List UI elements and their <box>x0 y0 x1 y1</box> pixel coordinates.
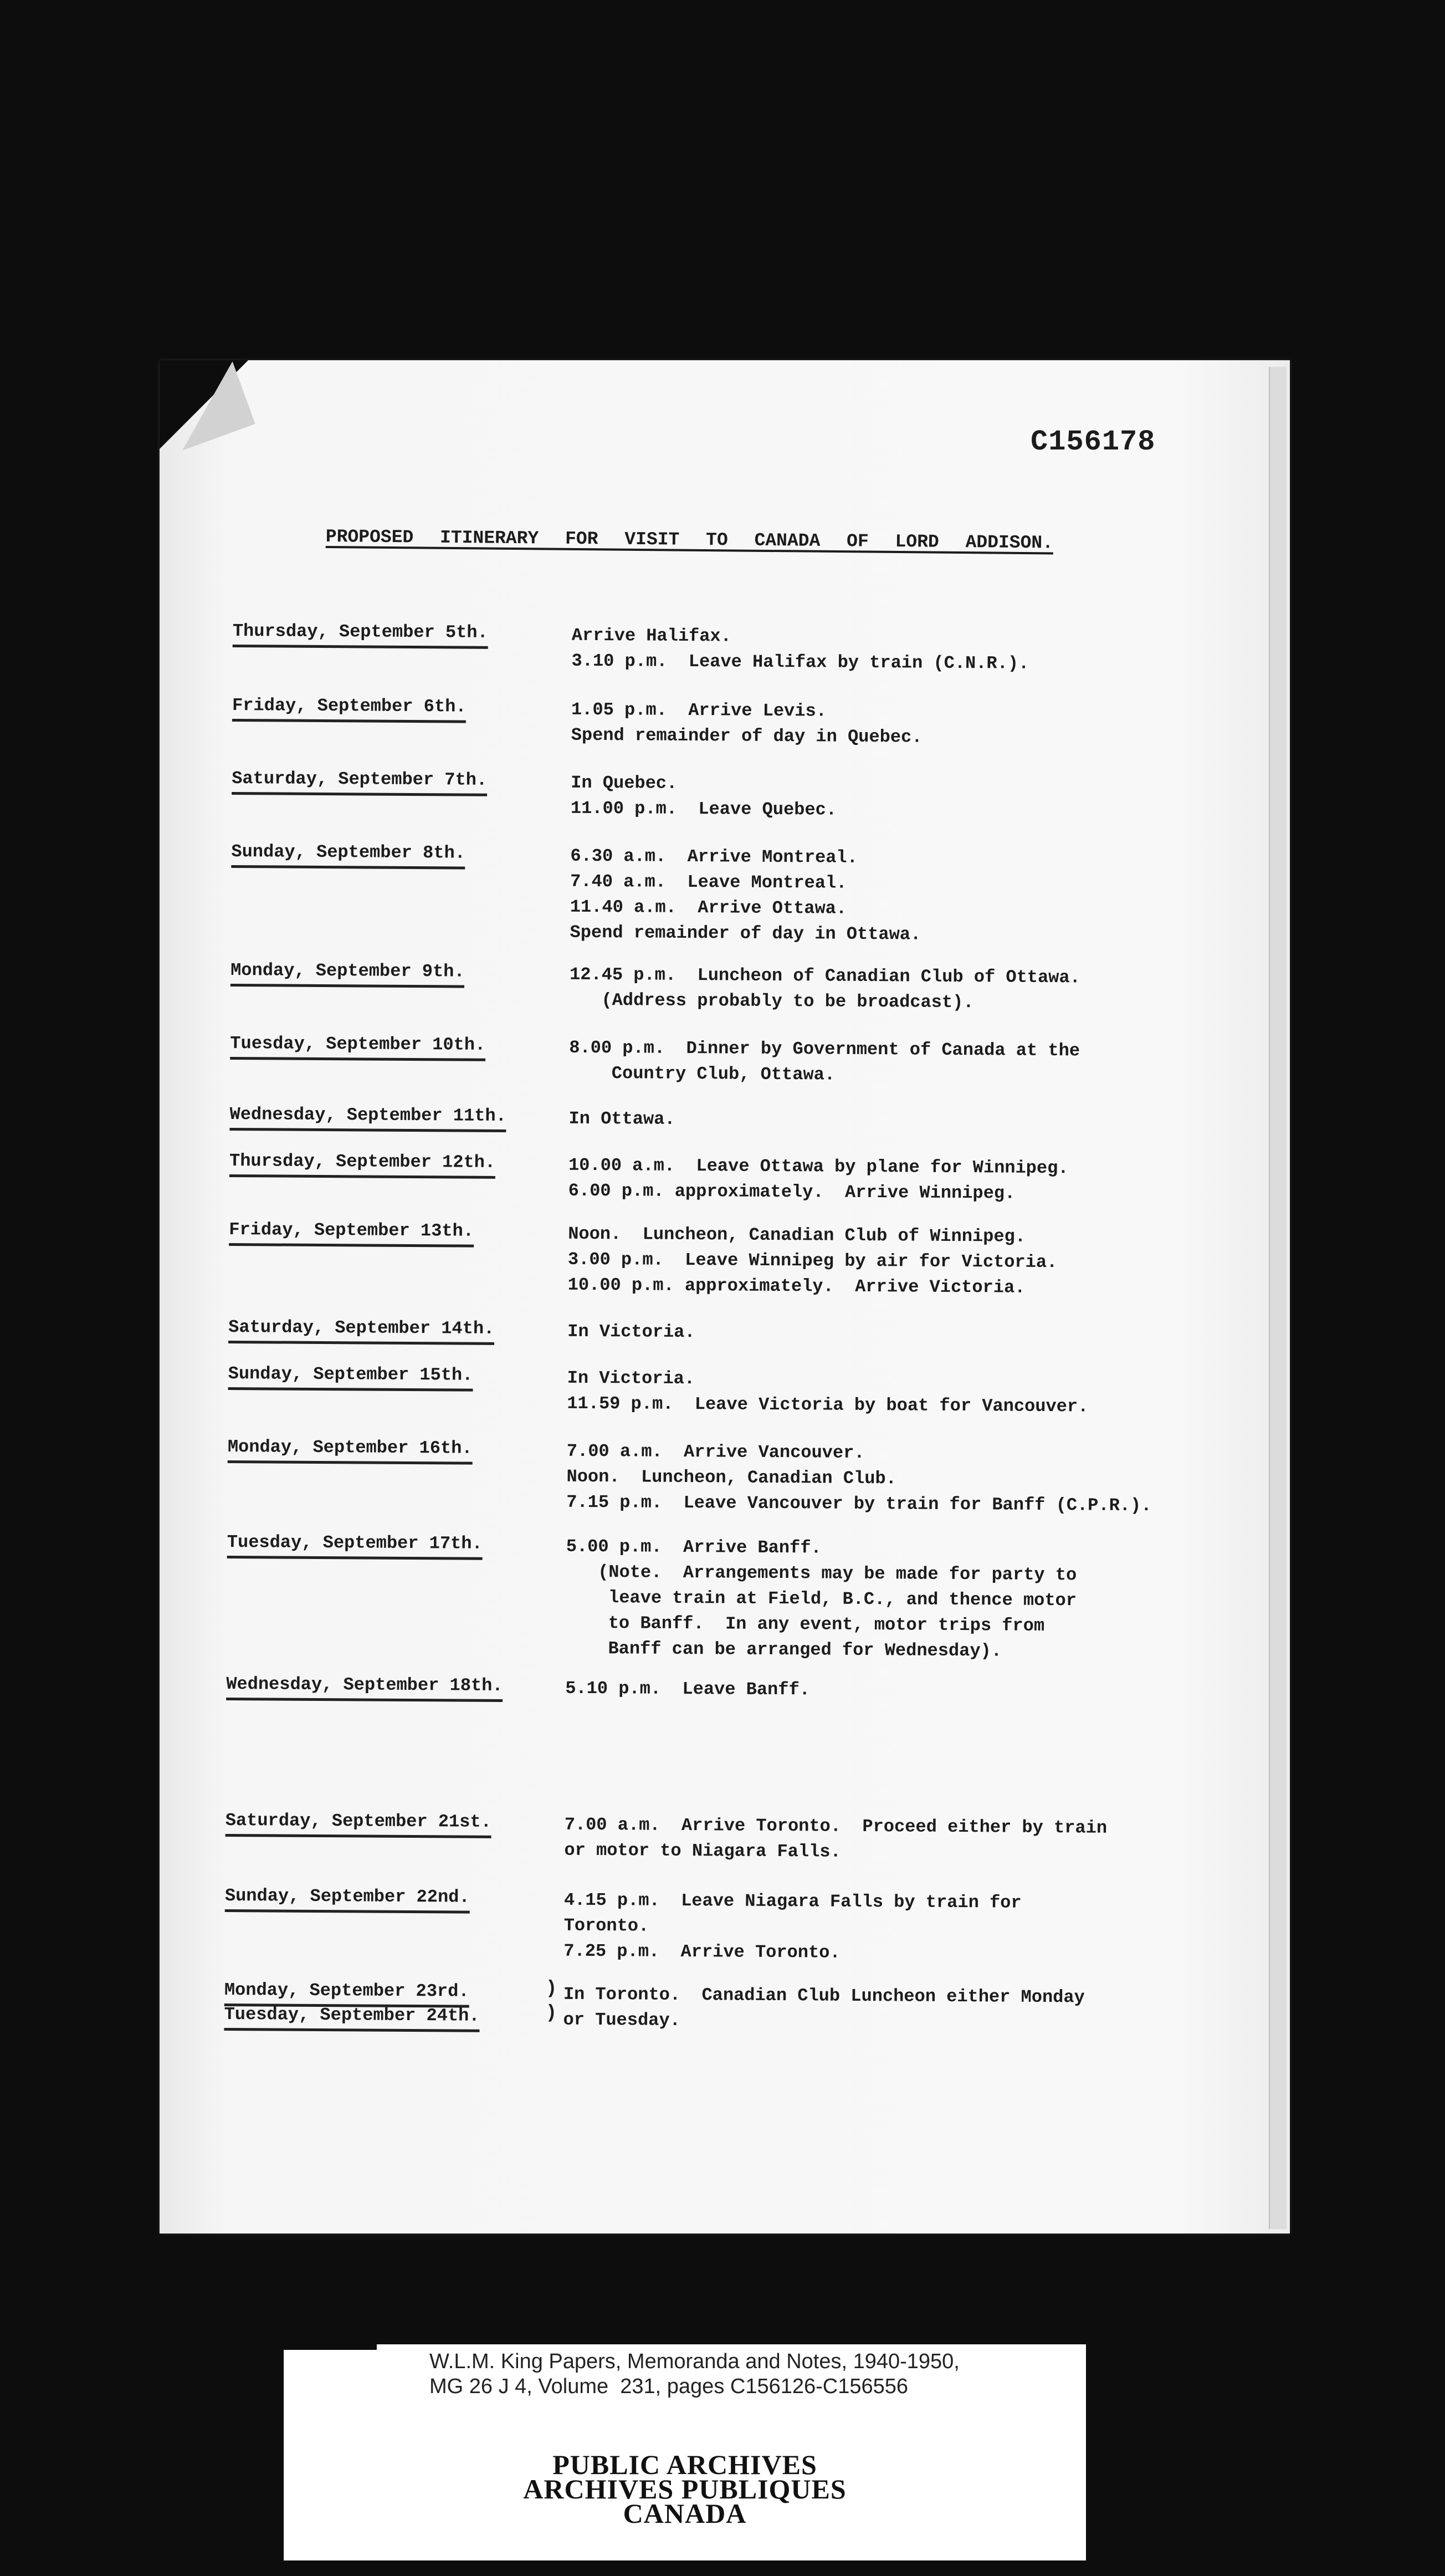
entry-details <box>568 1221 1058 1301</box>
entry-day: Wednesday, September 18th. <box>226 1674 503 1702</box>
entry-line: In Ottawa. <box>568 1108 675 1129</box>
entry-day: Friday, September 6th. <box>232 695 467 723</box>
entry-line: Spend remainder of day in Quebec. <box>571 724 923 748</box>
entry-details <box>563 1888 1022 1967</box>
entry-line: 7.00 a.m. Arrive Vancouver. <box>566 1440 865 1463</box>
entry-line: Noon. Luncheon, Canadian Club of Winnipeg. <box>568 1223 1026 1247</box>
entry-day: Monday, September 9th. <box>230 960 465 988</box>
entry-line: 11.59 p.m. Leave Victoria by boat for Vancouver. <box>567 1393 1089 1417</box>
entry-details <box>568 1106 675 1132</box>
collection-reference: W.L.M. King Papers, Memoranda and Notes, 1940-1950, <box>429 2350 960 2373</box>
entry-details <box>567 1366 1088 1420</box>
entry-line: 5.00 p.m. Arrive Banff. <box>566 1536 822 1558</box>
archive-name-fr: ARCHIVES PUBLIQUES <box>523 2473 847 2505</box>
entry-day: Tuesday, September 24th. <box>224 2004 479 2032</box>
archive-country: CANADA <box>623 2498 747 2529</box>
entry-day: Friday, September 13th. <box>229 1219 474 1248</box>
entry-details <box>566 1534 1077 1665</box>
entry-line: Banff can be arranged for Wednesday). <box>565 1638 1002 1662</box>
entry-line: or Tuesday. <box>563 2009 680 2031</box>
entry-details <box>570 844 921 948</box>
entry-day: Thursday, September 5th. <box>233 621 488 649</box>
entry-day: Wednesday, September 11th. <box>229 1104 506 1132</box>
page-edge <box>1269 367 1287 2229</box>
entry-line: leave train at Field, B.C., and thence motor <box>566 1587 1077 1611</box>
entry-details <box>565 1676 810 1703</box>
entry-line: 3.00 p.m. Leave Winnipeg by air for Victoria. <box>567 1249 1058 1273</box>
bracket: ) <box>545 2002 557 2024</box>
entry-line: to Banff. In any event, motor trips from <box>565 1612 1045 1636</box>
entry-day: Sunday, September 8th. <box>231 841 465 870</box>
entry-line: 10.00 a.m. Leave Ottawa by plane for Winnipeg. <box>568 1154 1069 1179</box>
entry-line: In Victoria. <box>567 1321 695 1343</box>
entry-line: 6.30 a.m. Arrive Montreal. <box>570 845 858 868</box>
entry-line: In Victoria. <box>567 1367 695 1389</box>
entry-line: (Address probably to be broadcast). <box>569 989 974 1013</box>
entry-line: (Note. Arrangements may be made for party to <box>566 1561 1077 1586</box>
entry-day: Sunday, September 15th. <box>228 1363 473 1392</box>
entry-line: 7.00 a.m. Arrive Toronto. Proceed either by train <box>564 1814 1108 1838</box>
entry-details <box>564 1812 1107 1867</box>
entry-day: Monday, September 23rd. <box>224 1980 469 2008</box>
entry-line: 3.10 p.m. Leave Halifax by train (C.N.R.). <box>571 650 1029 674</box>
entry-details <box>567 1319 695 1345</box>
entry-line: 8.00 p.m. Dinner by Government of Canada at the <box>569 1037 1080 1061</box>
entry-line: Country Club, Ottawa. <box>568 1062 836 1085</box>
entry-line: Noon. Luncheon, Canadian Club. <box>566 1466 896 1489</box>
entry-line: In Toronto. Canadian Club Luncheon either Monday <box>563 1984 1085 2008</box>
entry-day: Monday, September 16th. <box>228 1437 473 1465</box>
entry-line: In Quebec. <box>571 772 678 794</box>
entry-day: Saturday, September 21st. <box>226 1810 491 1838</box>
entry-day: Thursday, September 12th. <box>229 1151 495 1179</box>
bracket: ) <box>545 1978 557 2000</box>
entry-details <box>569 1035 1080 1090</box>
entry-line: 5.10 p.m. Leave Banff. <box>565 1678 811 1700</box>
entry-line: 7.40 a.m. Leave Montreal. <box>570 871 847 893</box>
entry-day: Tuesday, September 17th. <box>227 1532 483 1560</box>
archive-name-en: PUBLIC ARCHIVES <box>552 2449 817 2480</box>
entry-day: Tuesday, September 10th. <box>230 1033 485 1061</box>
entry-line: Spend remainder of day in Ottawa. <box>570 922 921 945</box>
entry-line: 7.25 p.m. Arrive Toronto. <box>563 1940 841 1963</box>
entry-line: or motor to Niagara Falls. <box>564 1839 841 1862</box>
entry-details <box>571 623 1029 677</box>
entry-line: Arrive Halifax. <box>571 625 732 647</box>
entry-line: 12.45 p.m. Luncheon of Canadian Club of Ottawa. <box>569 964 1080 988</box>
entry-line: 7.15 p.m. Leave Vancouver by train for Banff (C.P.R.). <box>566 1491 1152 1516</box>
entry-line: 10.00 p.m. approximately. Arrive Victoria. <box>567 1274 1026 1298</box>
entry-day: Saturday, September 7th. <box>232 768 487 796</box>
entry-line: 1.05 p.m. Arrive Levis. <box>571 699 827 722</box>
itinerary-heading: PROPOSED ITINERARY FOR VISIT TO CANADA OF LORD ADDISON. <box>325 527 1054 554</box>
volume-reference: MG 26 J 4, Volume 231, pages C156126-C156556 <box>429 2375 909 2398</box>
entry-details <box>571 770 837 823</box>
entry-details <box>571 697 923 750</box>
entry-line: 11.40 a.m. Arrive Ottawa. <box>570 896 847 919</box>
document-number: C156178 <box>1031 426 1156 458</box>
entry-day: Saturday, September 14th. <box>228 1317 494 1345</box>
entry-day: Sunday, September 22nd. <box>225 1885 470 1914</box>
entry-line: Toronto. <box>563 1915 649 1936</box>
entry-details <box>566 1439 1152 1519</box>
entry-details <box>568 1153 1069 1207</box>
entry-line: 6.00 p.m. approximately. Arrive Winnipeg. <box>568 1180 1016 1204</box>
entry-details <box>570 962 1080 1016</box>
entry-line: 11.00 p.m. Leave Quebec. <box>570 798 837 820</box>
entry-line: 4.15 p.m. Leave Niagara Falls by train for <box>563 1889 1022 1913</box>
entry-details <box>563 1982 1084 2036</box>
